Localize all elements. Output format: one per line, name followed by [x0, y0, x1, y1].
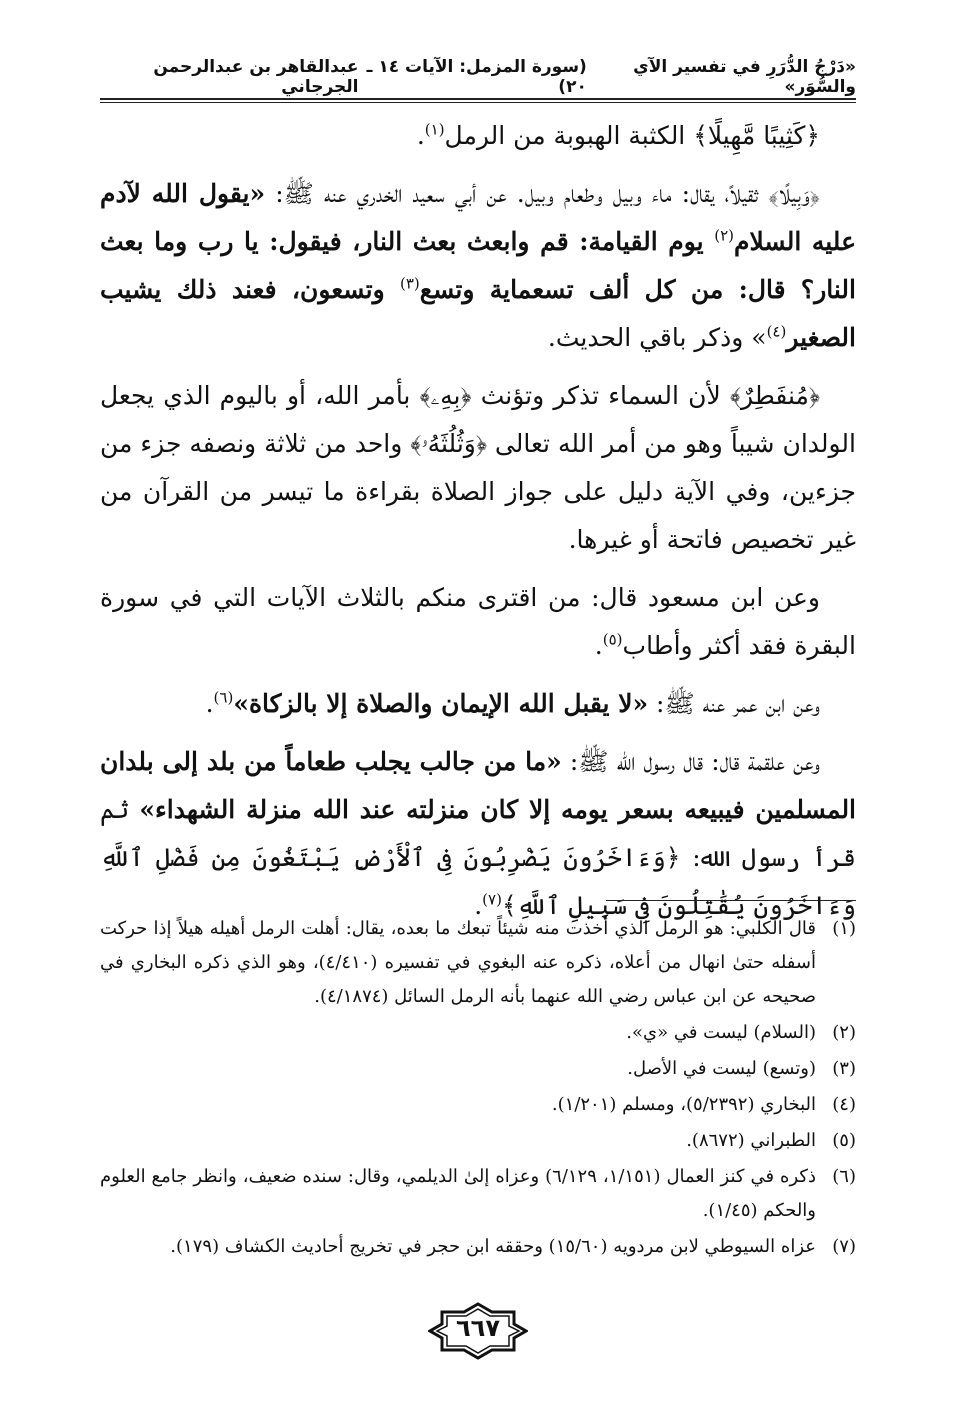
footnote-text: ذكره في كنز العمال (١/١٥١، ٦/١٢٩) وعزاه إلىٰ الديلمي، وقال: سنده ضعيف، وانظر جامع العلوم والحكم (١/٤٥). — [100, 1166, 816, 1221]
paragraph-text: الكثبة الهبوبة من الرمل — [444, 121, 694, 150]
running-header — [100, 57, 856, 97]
footnote-text: قال الكلبي: هو الرمل الذي أخذت منه شيئاً تبعك ما بعده، يقال: أهلت الرمل أهيله هيلاً إذا حركت أسفله حتىٰ انهال من أعلاه، ذكره عنه البغوي في تفسيره (٤/٤١٠)، وهو الذي ذكره البخاري في صحيحه عن ابن عباس رضي الله عنهما بأنه الرمل السائل (٤/١٨٧٤). — [100, 918, 816, 1007]
paragraph-text: ثم قرأ رسول الله: — [100, 795, 856, 872]
paragraph-3 — [100, 372, 856, 564]
page-number-ornament — [428, 1302, 528, 1360]
paragraph-text: وعن ابن عمر عنه ﷺ: — [648, 689, 820, 718]
footnote-ref: (٦) — [213, 688, 234, 707]
paragraph-2 — [100, 170, 856, 362]
quran-quote: ﴿كَثِيبًا مَّهِيلًا﴾ — [693, 121, 820, 150]
header-section: (سورة المزمل: الآيات ١٤ ـ ٢٠) — [366, 57, 587, 97]
footnote — [100, 1016, 856, 1050]
hadith-text: «لا يقبل الله الإيمان والصلاة إلا بالزكاة» — [233, 689, 649, 718]
main-text — [100, 112, 856, 940]
footnote-number: (٦) — [832, 1166, 856, 1187]
header-author: عبدالقاهر بن عبدالرحمن الجرجاني — [153, 57, 359, 97]
footnote-text: (السلام) ليست في «ي». — [626, 1022, 816, 1043]
hadith-text: وتسعون، فعند ذلك يشيب الصغير — [100, 275, 856, 352]
header-book-title: «دَرْجُ الدُّرَرِ في تفسير الآي والسُّوَر» — [633, 57, 856, 97]
quran-quote: ﴿وَبِيلًا﴾ — [768, 179, 820, 208]
paragraph-text: لأن السماء تذكر وتؤنث — [471, 381, 730, 410]
footnote-number: (٢) — [832, 1022, 856, 1043]
footnote-ref: (٣) — [400, 274, 420, 293]
paragraph-5 — [100, 680, 856, 728]
paragraph-text: » وذكر باقي الحديث. — [547, 323, 767, 352]
footnote-ref: (٥) — [602, 630, 623, 649]
footnote-separator — [606, 900, 856, 901]
footnote — [100, 1052, 856, 1086]
footnote-number: (٣) — [832, 1058, 856, 1079]
footnote — [100, 1088, 856, 1122]
footnote-ref: (١) — [424, 120, 445, 139]
footnote — [100, 1124, 856, 1158]
paragraph-text: بأمر الله، أو باليوم الذي يجعل الولدان شيباً وهو من أمر الله تعالى — [100, 381, 856, 458]
paragraph-text: واحد من ثلاثة ونصفه جزء من جزءين، وفي الآية دليل على جواز الصلاة بقراءة ما تيسر من القرآن من غير تخصيص فاتحة أو غيرها. — [100, 429, 856, 554]
footnote-ref: (٢) — [714, 226, 734, 245]
footnote-ref: (٤) — [766, 322, 787, 341]
footnote-ref: (٧) — [482, 890, 502, 909]
quran-quote: ﴿مُنفَطِرٌ﴾ — [729, 381, 820, 410]
paragraph-text: وعن ابن مسعود قال: من اقترى منكم بالثلاث الآيات التي في سورة البقرة فقد أكثر وأطاب — [100, 583, 856, 660]
footnote-text: البخاري (٥/٢٣٩٢)، ومسلم (١/٢٠١). — [551, 1094, 816, 1115]
paragraph-6 — [100, 738, 856, 930]
quran-quote: ﴿وَثُلُثَهُۥ﴾ — [410, 429, 487, 458]
paragraph-4 — [100, 574, 856, 670]
footnote-text: (وتسع) ليست في الأصل. — [627, 1058, 816, 1079]
footnote-number: (١) — [832, 918, 856, 939]
paragraph-end: . — [416, 121, 425, 150]
paragraph-1 — [100, 112, 856, 160]
footnote — [100, 1160, 856, 1228]
footnote-number: (٤) — [832, 1094, 856, 1115]
quran-quote: ﴿وَءَاخَرُونَ يَضْرِبُونَ فِى ٱلْأَرْضِ يَبْتَغُونَ مِن فَضْلِ ٱللَّهِ وَءَاخَرُونَ يُقَٰتِلُونَ فِى سَبِيلِ ٱللَّهِ﴾ — [100, 843, 856, 920]
header-rule-thin — [100, 102, 856, 103]
header-rule — [100, 98, 856, 100]
footnote-text: الطبراني (٨٦٧٢). — [686, 1130, 816, 1151]
footnote — [100, 912, 856, 1014]
hadith-text: يوم القيامة: قم وابعث بعث النار، فيقول: يا رب وما بعث النار؟ قال: من كل ألف تسعماية وتسع — [100, 227, 857, 304]
footnote-number: (٧) — [832, 1236, 856, 1257]
paragraph-end: . — [205, 689, 214, 718]
page-number: ٦٦٧ — [456, 1314, 500, 1342]
footnote-number: (٥) — [832, 1130, 856, 1151]
paragraph-end: . — [474, 891, 483, 920]
paragraph-text: ثقيلاً، يقال: ماء وبيل وطعام وبيل. عن أبي سعيد الخدري عنه ﷺ: — [265, 179, 769, 208]
paragraph-text: وعن علقمة قال: قال رسول الله ﷺ: — [561, 747, 820, 776]
quran-quote: ﴿بِهِۦ﴾ — [419, 381, 472, 410]
hadith-text: «يقول الله لآدم عليه السلام — [100, 179, 856, 256]
paragraph-end: . — [594, 631, 603, 660]
footnote — [100, 1230, 856, 1264]
footnotes — [100, 912, 856, 1266]
hadith-text: «ما من جالب يجلب طعاماً من بلد إلى بلدان المسلمين فيبيعه بسعر يومه إلا كان منزلته عند الله منزلة الشهداء» — [100, 747, 857, 824]
footnote-text: عزاه السيوطي لابن مردويه (١٥/٦٠) وحققه ابن حجر في تخريج أحاديث الكشاف (١٧٩). — [170, 1236, 816, 1257]
